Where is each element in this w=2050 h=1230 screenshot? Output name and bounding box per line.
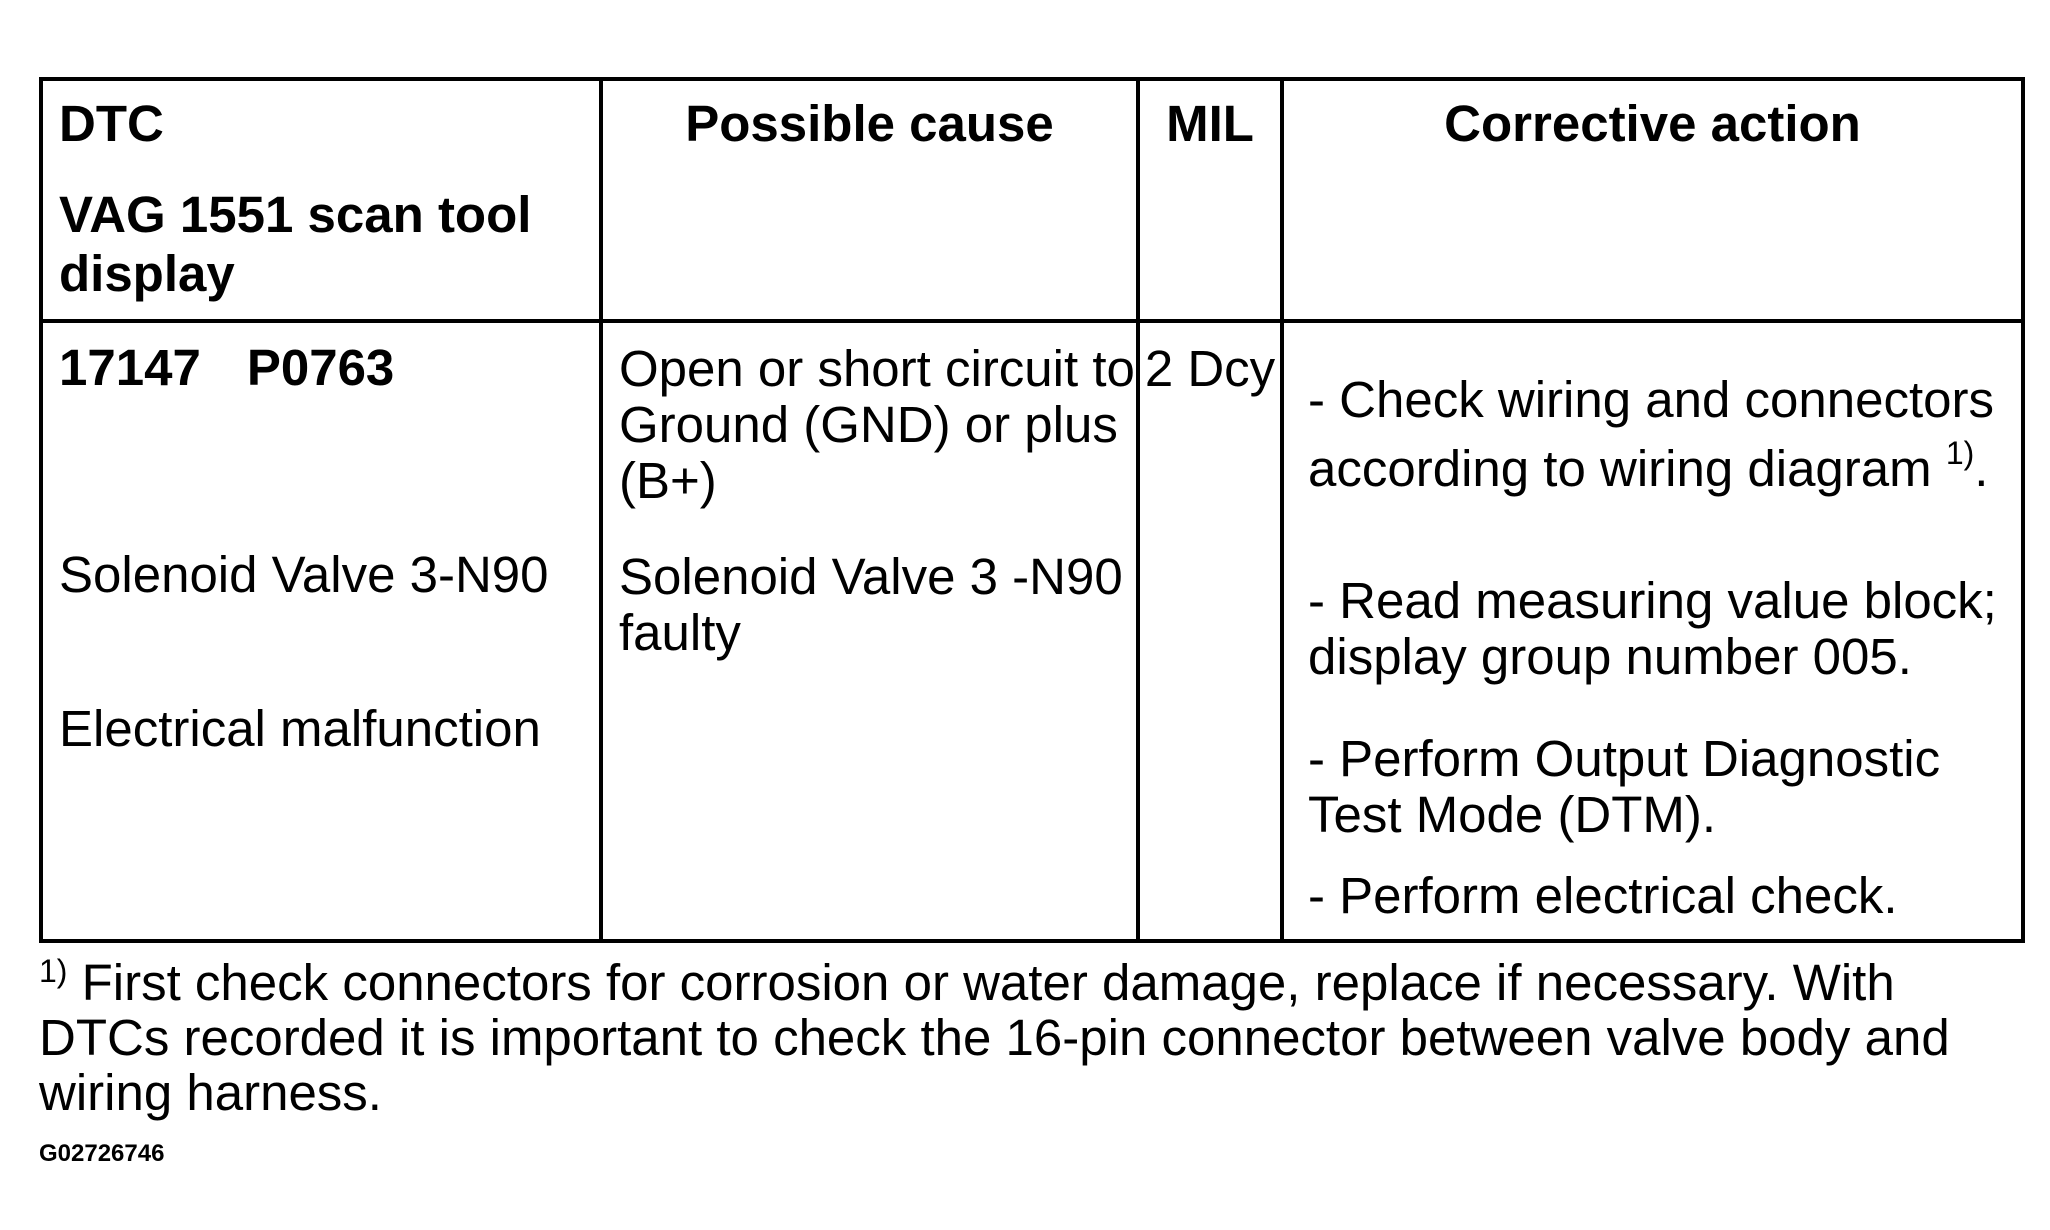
header-dtc: DTC bbox=[59, 95, 164, 152]
header-cell-action bbox=[1282, 79, 2023, 321]
footnote-ref: 1) bbox=[1945, 435, 1975, 471]
dtc-table bbox=[39, 77, 2025, 943]
cell-dtc bbox=[41, 321, 601, 941]
header-possible-cause: Possible cause bbox=[685, 95, 1054, 152]
dtc-code bbox=[59, 339, 394, 396]
dtc-code-number: 17147 bbox=[59, 339, 201, 396]
document-id: G02726746 bbox=[39, 1140, 165, 1167]
corrective-action-3: - Perform Output Diagnostic Test Mode (DTM). bbox=[1308, 730, 1941, 843]
table-header-row bbox=[41, 79, 2023, 321]
cell-action bbox=[1282, 321, 2023, 941]
footnote-marker: 1) bbox=[39, 953, 68, 989]
possible-cause-1: Open or short circuit to Ground (GND) or plus (B+) bbox=[619, 340, 1135, 509]
dtc-component-name: Solenoid Valve 3-N90 bbox=[59, 546, 549, 603]
header-mil: MIL bbox=[1166, 95, 1254, 152]
cell-mil bbox=[1138, 321, 1282, 941]
corrective-action-1-text: - Check wiring and connectors according to wiring diagram bbox=[1308, 371, 1994, 497]
footnote bbox=[39, 955, 2029, 1120]
header-cell-mil bbox=[1138, 79, 1282, 321]
dtc-fault-type: Electrical malfunction bbox=[59, 700, 541, 757]
corrective-action-1-end: . bbox=[1974, 440, 1989, 497]
table-row bbox=[41, 321, 2023, 941]
cell-cause bbox=[601, 321, 1138, 941]
corrective-action-2: - Read measuring value block; display group number 005. bbox=[1308, 572, 1997, 685]
header-scan-tool-display: VAG 1551 scan tool display bbox=[59, 186, 532, 302]
corrective-action-4: - Perform electrical check. bbox=[1308, 867, 1898, 924]
corrective-action-1 bbox=[1308, 365, 2008, 503]
header-cell-cause bbox=[601, 79, 1138, 321]
dtc-code-obd: P0763 bbox=[246, 339, 395, 396]
header-cell-dtc bbox=[41, 79, 601, 321]
mil-value: 2 Dcy bbox=[1144, 340, 1276, 397]
possible-cause-2: Solenoid Valve 3 -N90 faulty bbox=[619, 548, 1123, 661]
header-corrective-action: Corrective action bbox=[1444, 95, 1861, 152]
footnote-text: First check connectors for corrosion or water damage, replace if necessary. With DTCs recorded it is important to check the 16-pin connector between valve body and wiring harness. bbox=[39, 954, 1950, 1121]
